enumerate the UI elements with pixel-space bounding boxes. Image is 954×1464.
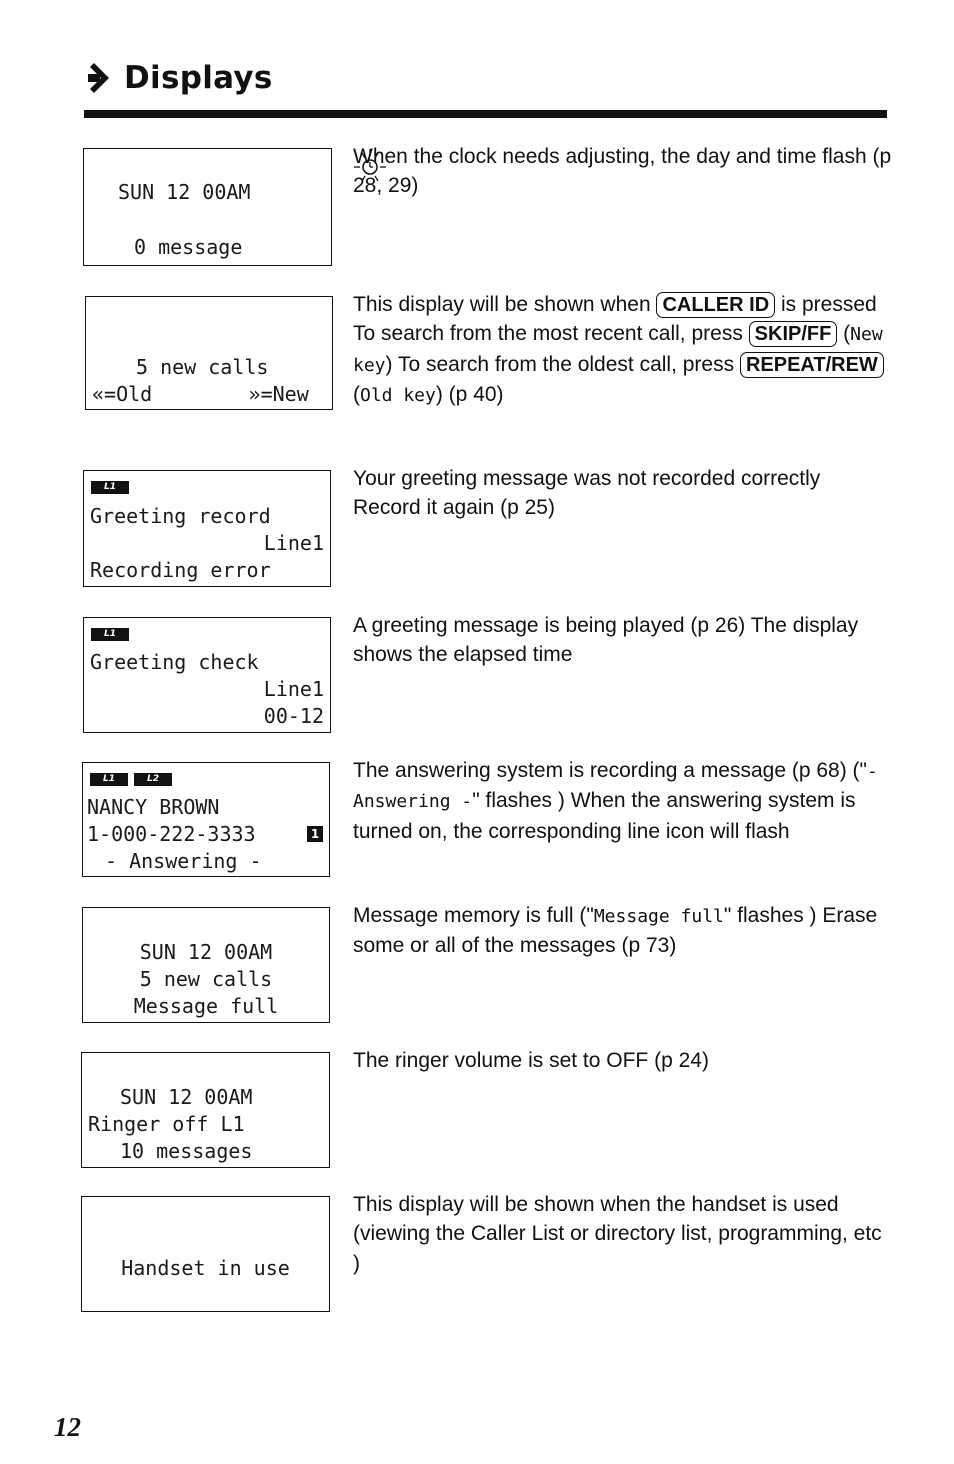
entry-description: This display will be shown when the handset is used (viewing the Caller List or directory list, programming, etc ) [353, 1193, 882, 1275]
message-full-label: Message full [593, 906, 724, 927]
entry-description [353, 290, 893, 410]
header-rule [84, 110, 887, 118]
new-key-label: New key [353, 324, 883, 376]
desc-text: ) To search from the oldest call, press [385, 352, 740, 376]
page-number: 12 [54, 1412, 81, 1442]
answering-label: - Answering - [353, 761, 878, 813]
line1-icon: L1 [91, 628, 129, 641]
lcd-line-3: Recording error [90, 558, 271, 582]
lcd-display [83, 148, 332, 266]
lcd-line-2: Ringer off L1 [88, 1112, 245, 1136]
lcd-display [81, 1052, 330, 1168]
lcd-line-2: Line1 [263, 531, 324, 555]
lcd-line-2: Line1 [263, 677, 324, 701]
arrow-right-icon [84, 58, 118, 98]
lcd-line-1: SUN 12 00AM [118, 180, 251, 204]
lcd-line-1: NANCY BROWN [87, 795, 220, 819]
lcd-line-3: 00-12 [263, 704, 324, 728]
lcd-display [81, 1196, 330, 1312]
lcd-line-1: Greeting check [90, 650, 259, 674]
desc-text: " flashes ) Erase some or all of the messages (p 73) [353, 904, 878, 958]
line-icons [91, 628, 129, 641]
line-badge: 1 [307, 826, 323, 842]
lcd-line-2: 0 message [134, 235, 243, 259]
lcd-line-1: Greeting record [90, 504, 271, 528]
desc-text: " flashes ) When the answering system is turned on, the corresponding line icon will flash [353, 789, 856, 843]
entry-description [353, 756, 893, 846]
repeat-rew-key: REPEAT/REW [740, 352, 884, 378]
desc-text: Message memory is full (" [353, 904, 594, 927]
lcd-line-1: 5 new calls [136, 355, 269, 379]
desc-text: The answering system is recording a message (p 68) (" [353, 759, 867, 782]
lcd-line-2: «=Old »=New [92, 382, 309, 406]
entry-description: A greeting message is being played (p 26) The display shows the elapsed time [353, 614, 859, 667]
line-icons [90, 773, 172, 786]
entry-description [353, 901, 893, 961]
lcd-line-3: - Answering - [105, 849, 262, 873]
entry-description: When the clock needs adjusting, the day and time flash (p 28, 29) [353, 145, 892, 198]
desc-text: ( [353, 382, 360, 406]
section-header [84, 58, 273, 98]
line-icons [91, 481, 129, 494]
lcd-line-3: Message full [133, 994, 279, 1018]
lcd-line-1: Handset in use [121, 1256, 290, 1280]
lcd-display [83, 470, 331, 587]
entry-description: Your greeting message was not recorded correctly Record it again (p 25) [353, 467, 821, 520]
lcd-display [82, 762, 330, 877]
line2-icon: L2 [134, 773, 172, 786]
lcd-line-1: SUN 12 00AM [120, 1085, 253, 1109]
lcd-line-2: 1-000-222-3333 [87, 822, 256, 846]
desc-text: is pressed To search from the most recent call, press [353, 293, 877, 346]
lcd-line-2: 5 new calls [139, 967, 273, 991]
lcd-display [82, 907, 330, 1023]
entry-description: The ringer volume is set to OFF (p 24) [353, 1049, 709, 1072]
caller-id-key: CALLER ID [656, 292, 775, 318]
desc-text: This display will be shown when [353, 293, 657, 316]
lcd-display [85, 296, 333, 410]
desc-text: ( [837, 322, 851, 346]
line1-icon: L1 [90, 773, 128, 786]
skip-ff-key: SKIP/FF [749, 321, 838, 347]
page-title: Displays [124, 60, 273, 96]
lcd-line-3: 10 messages [120, 1139, 253, 1163]
desc-text: ) (p 40) [435, 382, 504, 406]
old-key-label: Old key [360, 384, 436, 406]
lcd-line-1: SUN 12 00AM [139, 940, 273, 964]
lcd-display [83, 617, 331, 733]
line1-icon: L1 [91, 481, 129, 494]
